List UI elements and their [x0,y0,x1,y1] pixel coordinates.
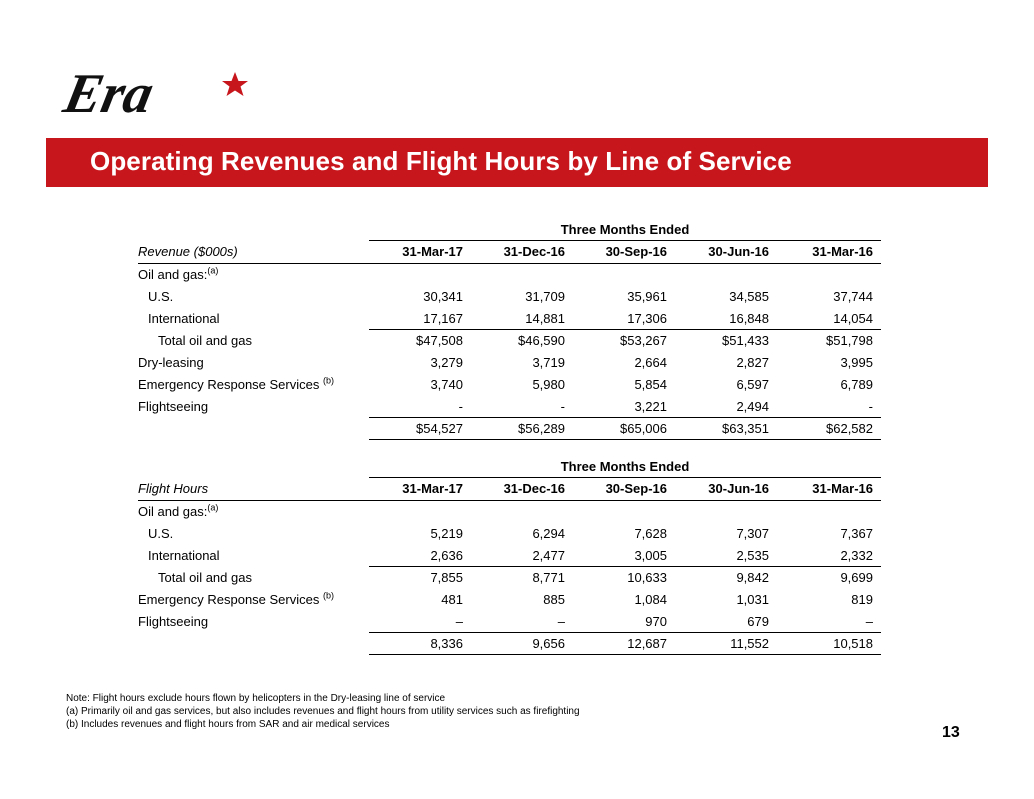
cell: 1,084 [634,592,667,607]
row-label: Emergency Response Services $^{(b)}$ [138,590,334,607]
cell: 17,306 [573,308,675,330]
table-row [138,286,881,308]
cell: 30,341 [423,289,463,304]
cell: 7,855 [430,570,463,586]
revenue-table [138,218,881,440]
cell: 8,336 [369,633,471,655]
row-label: Oil and gas:$^{(a)}$ [138,502,219,519]
cell: 5,219 [430,526,463,541]
cell: $53,267 [620,333,667,349]
cell: 2,827 [736,355,769,370]
cell: 1,031 [736,592,769,607]
cell: 6,294 [532,526,565,541]
hours-row-header: Flight Hours [138,478,369,501]
cell: 2,535 [675,545,777,567]
cell: 2,664 [634,355,667,370]
cell: $56,289 [471,418,573,440]
table-row [138,330,881,352]
col-header: 30-Sep-16 [573,478,675,501]
revenue-header-row [138,241,881,264]
cell: 5,980 [532,377,565,392]
cell: 9,842 [736,570,769,586]
table-row [138,352,881,374]
cell: 37,744 [833,289,873,304]
cell: 3,279 [430,355,463,370]
cell: - [369,396,471,418]
cell: 6,789 [840,377,873,392]
era-logo [58,62,260,125]
col-header: 30-Jun-16 [675,241,777,264]
cell: – [369,611,471,633]
cell: – [777,611,881,633]
table-row [138,589,881,611]
table-row [138,396,881,418]
cell: 34,585 [729,289,769,304]
cell: – [471,611,573,633]
col-header: 31-Mar-17 [369,478,471,501]
cell: 14,881 [471,308,573,330]
page-number: 13 [942,724,960,741]
row-label: U.S. [148,289,174,304]
table-row [138,374,881,396]
col-header: 31-Mar-16 [777,478,881,501]
title-banner [46,138,988,187]
col-header: 31-Mar-16 [777,241,881,264]
cell: 970 [573,611,675,633]
cell: 2,332 [777,545,881,567]
row-label: Total oil and gas [158,333,252,348]
cell: 17,167 [369,308,471,330]
flight-hours-table [138,455,881,655]
cell: 10,518 [777,633,881,655]
cell: 35,961 [627,289,667,304]
hours-header-row [138,478,881,501]
cell: 7,307 [736,526,769,541]
cell: 8,771 [532,570,565,586]
row-label: Flightseeing [138,614,209,629]
row-label: Flightseeing [138,399,209,414]
footnotes [66,692,580,731]
table-row [138,523,881,545]
cell: 7,628 [634,526,667,541]
cell: 3,740 [430,377,463,392]
cell: - [777,396,881,418]
page-title: Operating Revenues and Flight Hours by Line of Service [90,146,792,176]
table-row [138,611,881,633]
table-row [138,567,881,589]
hours-group-title: Three Months Ended [369,455,881,478]
row-label: Oil and gas:$^{(a)}$ [138,265,219,282]
cell: 679 [675,611,777,633]
cell: 2,636 [369,545,471,567]
table-row [138,545,881,567]
logo-text: Era [58,63,159,125]
cell: $62,582 [777,418,881,440]
table-row [138,263,881,286]
row-label: U.S. [148,526,174,541]
col-header: 31-Dec-16 [471,241,573,264]
table-row [138,308,881,330]
cell: 9,656 [471,633,573,655]
table-row [138,500,881,523]
col-header: 30-Jun-16 [675,478,777,501]
cell: $65,006 [573,418,675,440]
cell: 14,054 [777,308,881,330]
footnote-b: (b) Includes revenues and flight hours from SAR and air medical services [66,719,390,730]
cell: $51,798 [826,333,873,349]
row-label: International [148,311,220,326]
row-label: Total oil and gas [158,570,252,585]
col-header: 31-Mar-17 [369,241,471,264]
table-row-total [138,633,881,655]
cell: 31,709 [525,289,565,304]
cell: $63,351 [675,418,777,440]
row-label: International [148,548,220,563]
cell: 2,477 [471,545,573,567]
cell: $46,590 [518,333,565,349]
cell: 7,367 [840,526,873,541]
star-icon [222,72,248,96]
cell: 885 [543,592,565,607]
cell: 3,005 [573,545,675,567]
row-label: Emergency Response Services $^{(b)}$ [138,375,334,392]
cell: 10,633 [627,570,667,586]
cell: $54,527 [369,418,471,440]
footnote-a: (a) Primarily oil and gas services, but also includes revenues and flight hours from utility services such as firefighting [66,706,580,717]
cell: 16,848 [675,308,777,330]
footnote-note: Note: Flight hours exclude hours flown by helicopters in the Dry-leasing line of service [66,693,446,704]
revenue-row-header: Revenue ($000s) [138,241,369,264]
cell: 3,221 [573,396,675,418]
cell: - [471,396,573,418]
cell: 9,699 [840,570,873,586]
cell: 6,597 [736,377,769,392]
col-header: 30-Sep-16 [573,241,675,264]
cell: 3,995 [840,355,873,370]
cell: $47,508 [416,333,463,349]
cell: 481 [441,592,463,607]
cell: 2,494 [675,396,777,418]
revenue-group-title: Three Months Ended [369,218,881,241]
cell: 5,854 [634,377,667,392]
col-header: 31-Dec-16 [471,478,573,501]
row-label: Dry-leasing [138,355,204,370]
cell: $51,433 [722,333,769,349]
cell: 3,719 [532,355,565,370]
cell: 12,687 [573,633,675,655]
cell: 11,552 [675,633,777,655]
table-row-total [138,418,881,440]
cell: 819 [851,592,873,607]
